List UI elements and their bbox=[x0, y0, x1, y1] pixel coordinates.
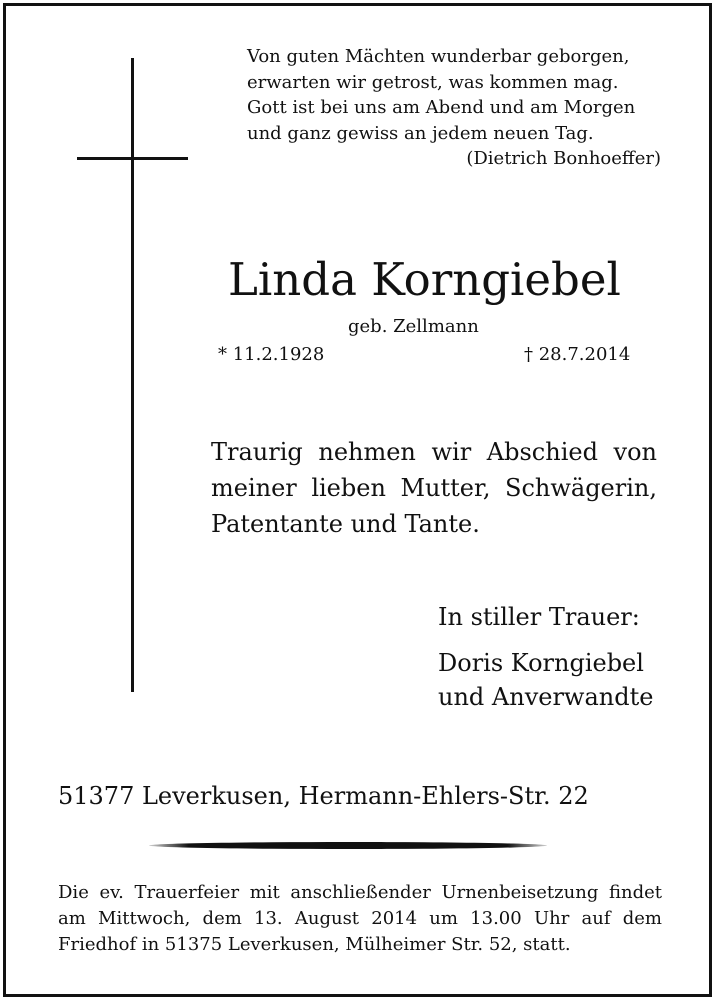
poem-line: Von guten Mächten wunderbar geborgen, bbox=[247, 46, 630, 67]
death-date: † 28.7.2014 bbox=[524, 344, 631, 365]
address: 51377 Leverkusen, Hermann-Ehlers-Str. 22 bbox=[58, 782, 589, 810]
maiden-name: geb. Zellmann bbox=[348, 316, 479, 337]
funeral-line: am Mittwoch, dem 13. August 2014 um 13.00 Uhr auf dem bbox=[58, 908, 662, 929]
funeral-info bbox=[58, 880, 662, 958]
poem-quote bbox=[247, 44, 667, 172]
deceased-name: Linda Korngiebel bbox=[228, 253, 621, 306]
message-line: Traurig nehmen wir Abschied von bbox=[211, 438, 657, 466]
mourners-intro: In stiller Trauer: bbox=[438, 603, 640, 631]
message-line: meiner lieben Mutter, Schwägerin, bbox=[211, 474, 657, 502]
funeral-line: Die ev. Trauerfeier mit anschließender Urnenbeisetzung findet bbox=[58, 882, 662, 903]
cross-icon-vertical bbox=[131, 58, 134, 692]
poem-line: erwarten wir getrost, was kommen mag. bbox=[247, 71, 619, 93]
poem-author: (Dietrich Bonhoeffer) bbox=[466, 148, 661, 169]
message-line: Patentante und Tante. bbox=[211, 510, 480, 538]
birth-date: * 11.2.1928 bbox=[218, 344, 325, 365]
funeral-line: Friedhof in 51375 Leverkusen, Mülheimer Str. 52, statt. bbox=[58, 934, 571, 955]
mourner-name: und Anverwandte bbox=[438, 683, 654, 711]
obituary-notice bbox=[3, 3, 712, 997]
cross-icon-horizontal bbox=[77, 157, 188, 160]
farewell-message bbox=[211, 434, 657, 542]
poem-line: und ganz gewiss an jedem neuen Tag. bbox=[247, 122, 594, 144]
mourner-name: Doris Korngiebel bbox=[438, 649, 644, 677]
divider-line bbox=[149, 842, 547, 849]
poem-line: Gott ist bei uns am Abend und am Morgen bbox=[247, 97, 636, 118]
mourners-block bbox=[438, 600, 653, 714]
